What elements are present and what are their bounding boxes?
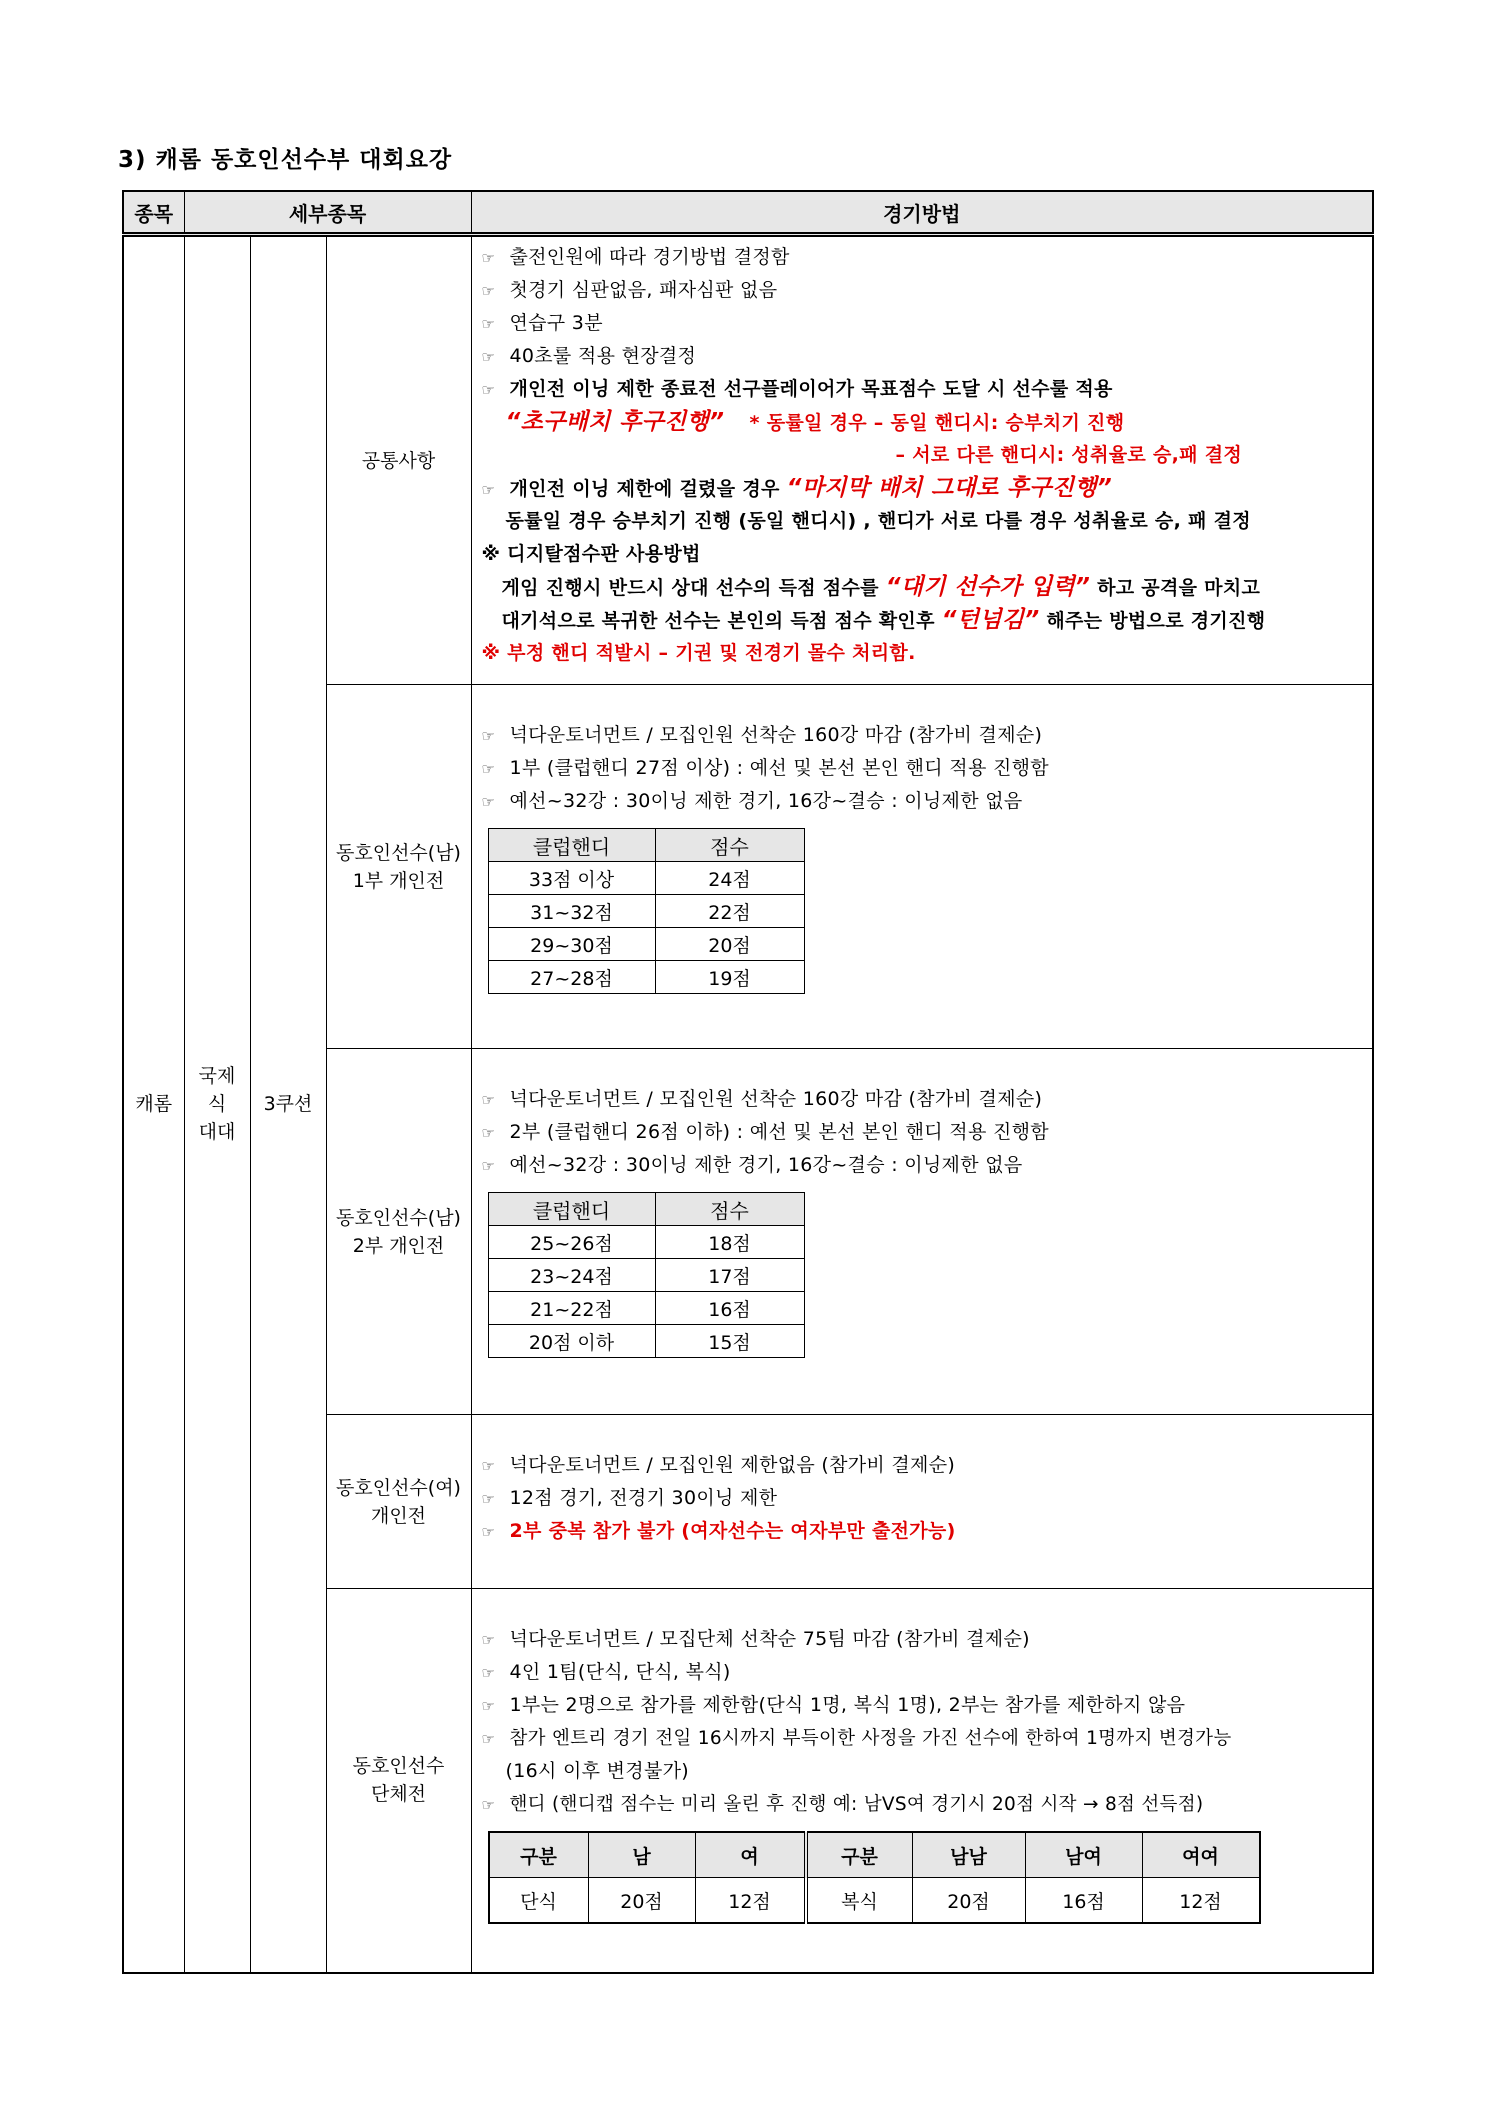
team-content: ☞ 넉다운토너먼트 / 모집단체 선착순 75팀 마감 (참가비 결제순) ☞ 4인 1팀(단식, 단식, 복식) ☞ 1부는 2명으로 참가를 제한함(단식 1명, 복식 1명), 2부는 참가를 제한하지 않음 ☞ 참가 엔트리 경기 전일 16시까지 부득이한 사정을 가진 선수에 한하여 1명까지 변경가능 (16시 이후 변경불가) ☞ 핸디 (핸디캡 점수는 미리 올린 후 진행 예: 남VS여 경기시 20점 시작 → 8점 선득점) 구분 남 여 구분 남남 남여 여여 단식 20점 12점 복식 20점 16점 12점 [471,1589,1373,1973]
common-label: 공통사항 [326,235,471,685]
hand-pointing-icon: ☞ [481,381,496,399]
men1-content: ☞ 넉다운토너먼트 / 모집인원 선착순 160강 마감 (참가비 결제순) ☞ 1부 (클럽핸디 27점 이상) : 예선 및 본선 본인 핸디 적용 진행함 ☞ 예선~32강 : 30이닝 제한 경기, 16강~결승 : 이닝제한 없음 클럽핸디 점수 33점 이상 24점 31~32점 22점 29~30점 20점 27~28점 19점 [471,685,1373,1049]
header-method: 경기방법 [471,191,1373,235]
hand-pointing-icon: ☞ [481,1631,496,1649]
hand-pointing-icon: ☞ [481,1124,496,1142]
men2-content: ☞ 넉다운토너먼트 / 모집인원 선착순 160강 마감 (참가비 결제순) ☞ 2부 (클럽핸디 26점 이하) : 예선 및 본선 본인 핸디 적용 진행함 ☞ 예선~32강 : 30이닝 제한 경기, 16강~결승 : 이닝제한 없음 클럽핸디 점수 25~26점 18점 23~24점 17점 21~22점 16점 20점 이하 15점 [471,1049,1373,1415]
hand-pointing-icon: ☞ [481,727,496,745]
hand-pointing-icon: ☞ [481,1157,496,1175]
header-detail: 세부종목 [184,191,471,235]
hand-pointing-icon: ☞ [481,315,496,333]
hand-pointing-icon: ☞ [481,1730,496,1748]
rules-table [122,190,1374,1974]
team-handicap-table: 구분 남 여 구분 남남 남여 여여 단식 20점 12점 복식 20점 16점 12점 [488,1831,1261,1924]
cushion-cell: 3쿠션 [250,235,326,1973]
men2-handicap-table: 클럽핸디 점수 25~26점 18점 23~24점 17점 21~22점 16점 20점 이하 15점 [488,1192,805,1358]
type-cell: 국제 식 대대 [184,235,250,1973]
hand-pointing-icon: ☞ [481,282,496,300]
hand-pointing-icon: ☞ [481,249,496,267]
men1-label: 동호인선수(남) 1부 개인전 [326,685,471,1049]
sport-cell: 캐롬 [123,235,184,1973]
hand-pointing-icon: ☞ [481,348,496,366]
men1-handicap-table: 클럽핸디 점수 33점 이상 24점 31~32점 22점 29~30점 20점 27~28점 19점 [488,828,805,994]
team-label: 동호인선수 단체전 [326,1589,471,1973]
hand-pointing-icon: ☞ [481,1664,496,1682]
header-sport: 종목 [123,191,184,235]
hand-pointing-icon: ☞ [481,481,496,499]
women-label: 동호인선수(여) 개인전 [326,1415,471,1589]
hand-pointing-icon: ☞ [481,1523,496,1541]
hand-pointing-icon: ☞ [481,793,496,811]
hand-pointing-icon: ☞ [481,1091,496,1109]
men2-label: 동호인선수(남) 2부 개인전 [326,1049,471,1415]
common-content: ☞ 출전인원에 따라 경기방법 결정함 ☞ 첫경기 심판없음, 패자심판 없음 ☞ 연습구 3분 ☞ 40초룰 적용 현장결정 ☞ 개인전 이닝 제한 종료전 선구플레이어가 목표점수 도달 시 선수룰 적용 “초구배치 후구진행” * 동률일 경우 – 동일 핸디시: 승부치기 진행 – 서로 다른 핸디시: 성취율로 승,패 결정 ☞ 개인전 이닝 제한에 걸렸을 경우 “마지막 배치 그대로 후구진행” 동률일 경우 승부치기 진행 (동일 핸디시) , 핸디가 서로 다를 경우 성취율로 승, 패 결정 ※ 디지탈점수판 사용방법 게임 진행시 반드시 상대 선수의 득점 점수를 “대기 선수가 입력” 하고 공격을 마치고 대기석으로 복귀한 선수는 본인의 득점 점수 확인후 “턴넘김” 해주는 방법으로 경기진행 ※ 부정 핸디 적발시 – 기권 및 전경기 몰수 처리함. [471,235,1373,685]
hand-pointing-icon: ☞ [481,760,496,778]
hand-pointing-icon: ☞ [481,1490,496,1508]
women-content: ☞ 넉다운토너먼트 / 모집인원 제한없음 (참가비 결제순) ☞ 12점 경기, 전경기 30이닝 제한 ☞ 2부 중복 참가 불가 (여자선수는 여자부만 출전가능) [471,1415,1373,1589]
hand-pointing-icon: ☞ [481,1697,496,1715]
hand-pointing-icon: ☞ [481,1457,496,1475]
hand-pointing-icon: ☞ [481,1796,496,1814]
page-heading: 3) 캐롬 동호인선수부 대회요강 [118,147,453,173]
